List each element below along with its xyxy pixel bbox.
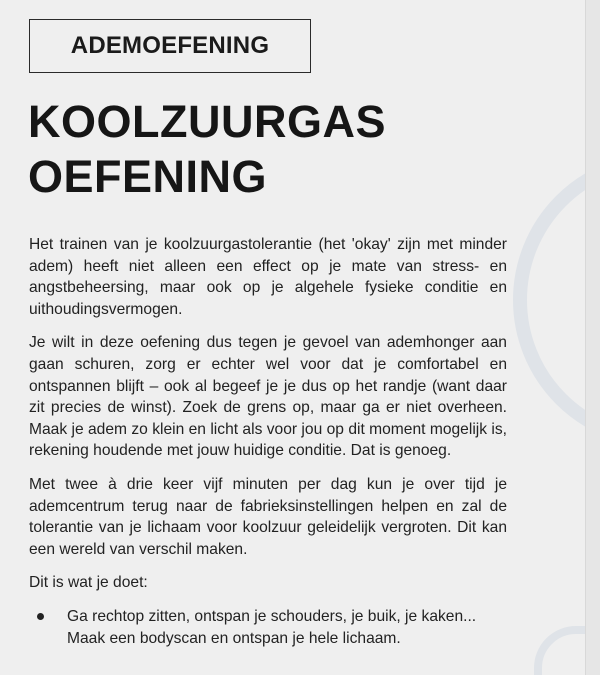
decorative-ring-large (520, 160, 585, 440)
decorative-frame-bottom (538, 630, 585, 675)
steps-list (29, 606, 507, 649)
page-edge (585, 0, 600, 675)
paragraph-steps-intro: Dit is wat je doet: (29, 574, 148, 592)
page-title-line-1: KOOLZUURGAS (28, 96, 386, 147)
bullet-icon (37, 613, 44, 620)
section-tag-label: ADEMOEFENING (70, 32, 270, 59)
list-item-text: Ga rechtop zitten, ontspan je schouders, je buik, je kaken... Maak een bodyscan en ontspan je hele lichaam. (67, 607, 477, 647)
section-tag (29, 19, 311, 73)
paragraph-frequency: Met twee à drie keer vijf minuten per dag kun je over tijd je ademcentrum terug naar de fabrieksinstellingen helpen en zal de tolerantie van je lichaam voor koolzuur geleidelijk vergroten. Dit kan een wereld van verschil maken. (29, 475, 507, 558)
list-item (29, 606, 507, 649)
body-text (29, 234, 507, 649)
page-title (28, 94, 386, 204)
paragraph-intro: Het trainen van je koolzuurgastolerantie (het 'okay' zijn met minder adem) heeft niet alleen een effect op je mate van stress- en angstbeheersing, maar ook op je algehele fysieke conditie en uithoudingsvermogen. (29, 236, 507, 318)
page-title-line-2: OEFENING (28, 151, 268, 202)
paragraph-instructions: Je wilt in deze oefening dus tegen je gevoel van ademhonger aan gaan schuren, zorg er echter wel voor dat je comfortabel en ontspannen blijft – ook al begeef je je dus op het randje (want daar zit precies de winst). Zoek de grens op, maar ga er niet overheen. Maak je adem zo klein en licht als voor jou op dit moment mogelijk is, rekening houdende met jouw huidige conditie. Dat is genoeg. (29, 334, 507, 460)
